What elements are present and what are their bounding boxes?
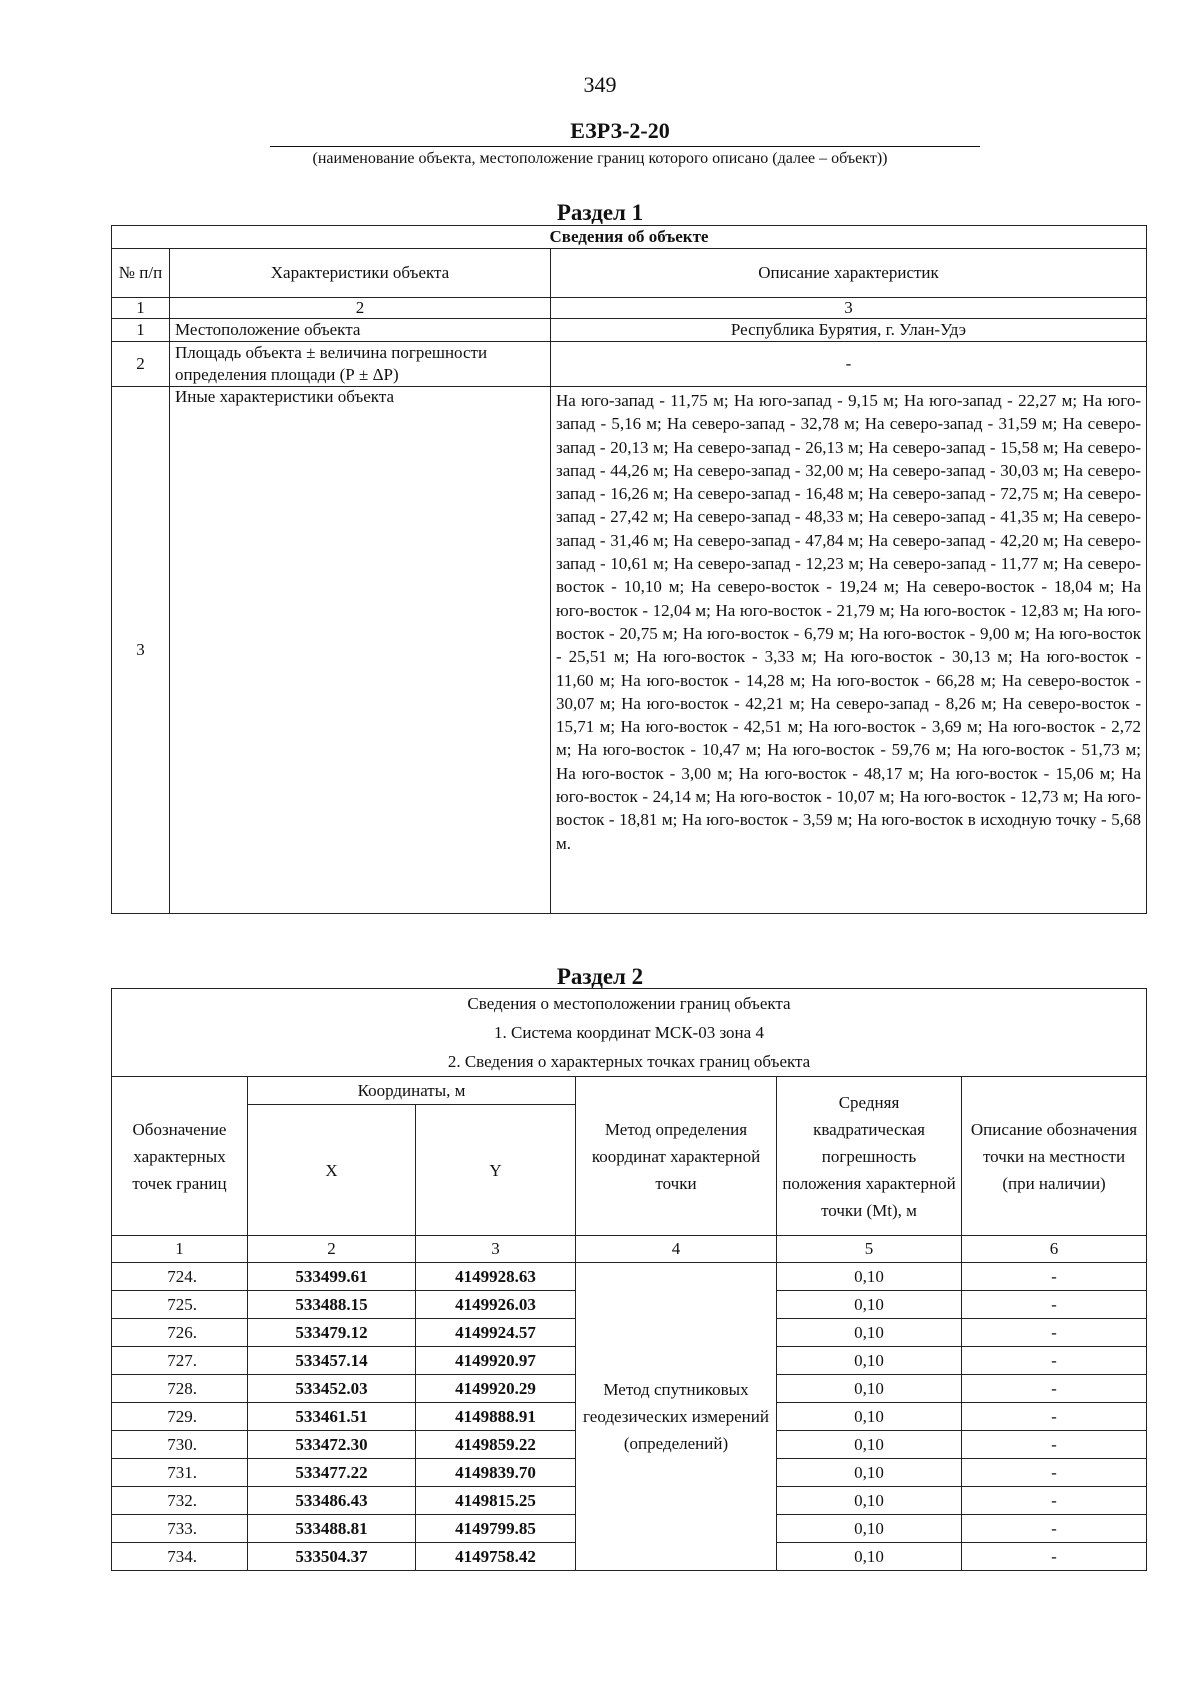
column-number: 2 [170,298,551,319]
point-id: 730. [112,1431,248,1459]
mt-value: 0,10 [777,1263,962,1291]
boundary-title-line: 2. Сведения о характерных точках границ объекта [447,1052,811,1071]
point-id: 729. [112,1403,248,1431]
header-method: Метод определения координат характерной точки [576,1077,777,1236]
header-characteristic: Характеристики объекта [170,249,551,298]
coord-y: 4149924.57 [416,1319,576,1347]
coord-x: 533488.15 [248,1291,416,1319]
row-description: - [551,342,1147,387]
coord-y: 4149928.63 [416,1263,576,1291]
table-row [112,319,1147,342]
coord-x: 533461.51 [248,1403,416,1431]
table-row [112,342,1147,387]
coord-y: 4149859.22 [416,1431,576,1459]
section2-title: Раздел 2 [556,964,644,989]
boundary-table-title [112,989,1147,1077]
column-number: 1 [112,298,170,319]
coord-x: 533472.30 [248,1431,416,1459]
point-description: - [962,1487,1147,1515]
column-number: 3 [551,298,1147,319]
method-cell: Метод спутниковых геодезических измерений (определений) [576,1263,777,1571]
row-description: Республика Бурятия, г. Улан-Удэ [551,319,1147,342]
point-description: - [962,1459,1147,1487]
boundary-title-line: 1. Система координат МСК-03 зона 4 [494,1023,764,1042]
header-index: № п/п [112,249,170,298]
object-name-underline [270,146,980,147]
mt-value: 0,10 [777,1291,962,1319]
mt-value: 0,10 [777,1375,962,1403]
point-id: 726. [112,1319,248,1347]
coord-x: 533479.12 [248,1319,416,1347]
point-id: 734. [112,1543,248,1571]
coord-y: 4149926.03 [416,1291,576,1319]
row-characteristic: Иные характеристики объекта [170,387,551,914]
header-x: X [248,1105,416,1236]
coord-x: 533457.14 [248,1347,416,1375]
coord-y: 4149920.97 [416,1347,576,1375]
table-row [112,387,1147,914]
column-number: 5 [777,1236,962,1263]
boundary-points-table [111,988,1147,1571]
point-description: - [962,1431,1147,1459]
coord-x: 533486.43 [248,1487,416,1515]
point-id: 725. [112,1291,248,1319]
point-description: - [962,1347,1147,1375]
row-index: 3 [112,387,170,914]
object-info-table-title: Сведения об объекте [112,226,1147,249]
column-number: 2 [248,1236,416,1263]
mt-value: 0,10 [777,1459,962,1487]
header-point: Обозначение характерных точек границ [112,1077,248,1236]
column-number: 3 [416,1236,576,1263]
point-description: - [962,1543,1147,1571]
coord-y: 4149815.25 [416,1487,576,1515]
mt-value: 0,10 [777,1347,962,1375]
coord-x: 533488.81 [248,1515,416,1543]
mt-value: 0,10 [777,1487,962,1515]
coord-y: 4149920.29 [416,1375,576,1403]
object-info-table [111,225,1147,914]
point-description: - [962,1403,1147,1431]
mt-value: 0,10 [777,1515,962,1543]
mt-value: 0,10 [777,1543,962,1571]
coord-y: 4149758.42 [416,1543,576,1571]
boundary-title-line: Сведения о местоположении границ объекта [467,994,791,1013]
header-y: Y [416,1105,576,1236]
point-description: - [962,1515,1147,1543]
row-characteristic: Площадь объекта ± величина погрешности определения площади (Р ± ΔР) [170,342,551,387]
point-id: 732. [112,1487,248,1515]
point-description: - [962,1375,1147,1403]
header-point-description: Описание обозначения точки на местности (при наличии) [962,1077,1147,1236]
mt-value: 0,10 [777,1319,962,1347]
header-coords: Координаты, м [248,1077,576,1105]
point-id: 728. [112,1375,248,1403]
header-mt: Средняя квадратическая погрешность положения характерной точки (Mt), м [777,1077,962,1236]
row-description: На юго-запад - 11,75 м; На юго-запад - 9,15 м; На юго-запад - 22,27 м; На юго-запад - 5,16 м; На северо-запад - 32,78 м; На северо-запад - 31,59 м; На северо-запад - 20,13 м; На северо-запад - 26,13 м; На северо-запад - 15,58 м; На северо-запад - 44,26 м; На северо-запад - 32,00 м; На северо-запад - 30,03 м; На северо-запад - 16,26 м; На северо-запад - 16,48 м; На северо-запад - 72,75 м; На северо-запад - 27,42 м; На северо-запад - 48,33 м; На северо-запад - 41,35 м; На северо-запад - 31,46 м; На северо-запад - 47,84 м; На северо-запад - 42,20 м; На северо-запад - 10,61 м; На северо-запад - 12,23 м; На северо-запад - 11,77 м; На северо-восток - 10,10 м; На северо-восток - 19,24 м; На северо-восток - 18,04 м; На юго-восток - 12,04 м; На юго-восток - 21,79 м; На юго-восток - 12,83 м; На юго-восток - 20,75 м; На юго-восток - 6,79 м; На юго-восток - 9,00 м; На юго-восток - 25,51 м; На юго-восток - 3,33 м; На юго-восток - 30,13 м; На юго-восток - 11,60 м; На юго-восток - 14,28 м; На юго-восток - 66,28 м; На северо-восток - 30,07 м; На юго-восток - 42,21 м; На северо-запад - 8,26 м; На северо-восток - 15,71 м; На юго-восток - 42,51 м; На юго-восток - 3,69 м; На юго-восток - 2,72 м; На юго-восток - 10,47 м; На юго-восток - 59,76 м; На юго-восток - 51,73 м; На юго-восток - 3,00 м; На юго-восток - 48,17 м; На юго-восток - 15,06 м; На юго-восток - 24,14 м; На юго-восток - 10,07 м; На юго-восток - 12,73 м; На юго-восток - 18,81 м; На юго-восток - 3,59 м; На юго-восток в исходную точку - 5,68 м. [551,387,1147,914]
column-number: 6 [962,1236,1147,1263]
object-name: ЕЗРЗ-2-20 [570,118,670,143]
coord-x: 533504.37 [248,1543,416,1571]
mt-value: 0,10 [777,1431,962,1459]
row-index: 2 [112,342,170,387]
point-id: 731. [112,1459,248,1487]
point-description: - [962,1263,1147,1291]
point-description: - [962,1291,1147,1319]
mt-value: 0,10 [777,1403,962,1431]
point-id: 733. [112,1515,248,1543]
row-characteristic: Местоположение объекта [170,319,551,342]
column-number: 1 [112,1236,248,1263]
point-description: - [962,1319,1147,1347]
page-number: 349 [583,72,617,97]
row-index: 1 [112,319,170,342]
coord-x: 533499.61 [248,1263,416,1291]
coord-y: 4149888.91 [416,1403,576,1431]
section1-title: Раздел 1 [556,200,644,225]
column-number: 4 [576,1236,777,1263]
coord-y: 4149799.85 [416,1515,576,1543]
object-name-caption: (наименование объекта, местоположение границ которого описано (далее – объект)) [312,150,888,167]
coord-x: 533452.03 [248,1375,416,1403]
coord-y: 4149839.70 [416,1459,576,1487]
table-row [112,1263,1147,1291]
point-id: 724. [112,1263,248,1291]
header-description: Описание характеристик [551,249,1147,298]
point-id: 727. [112,1347,248,1375]
coord-x: 533477.22 [248,1459,416,1487]
